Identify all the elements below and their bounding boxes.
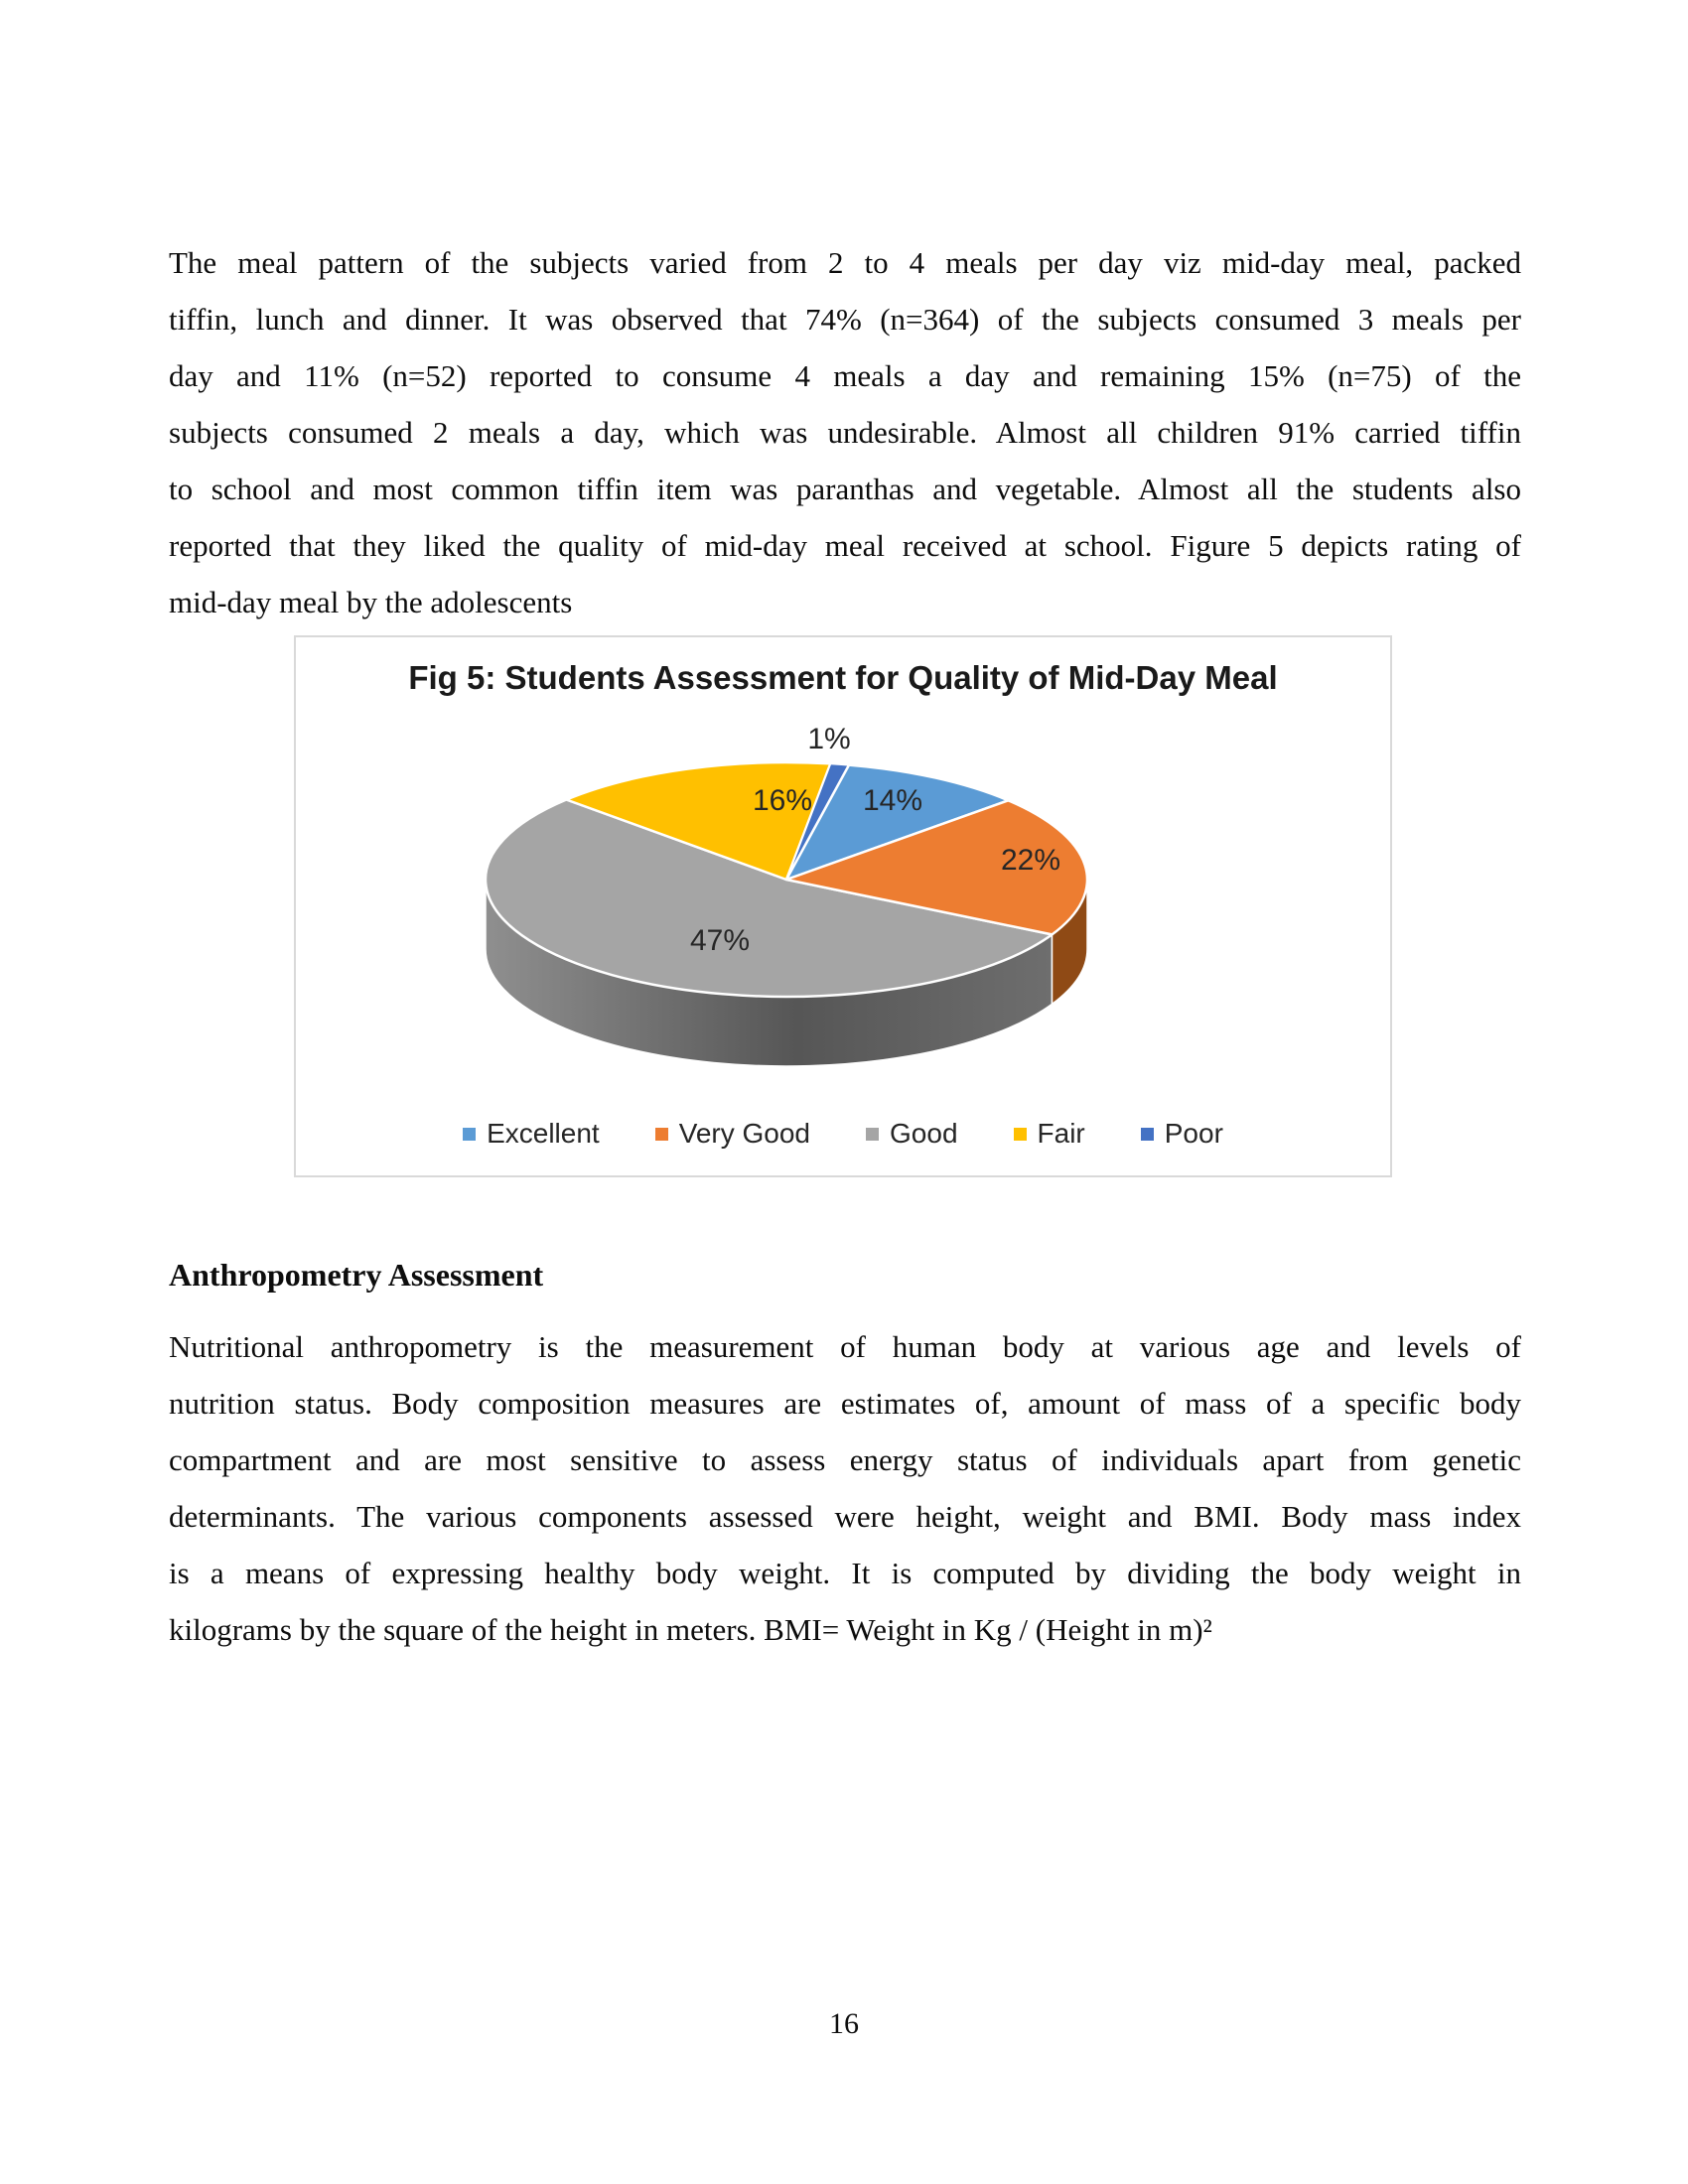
paragraph-meal-pattern <box>169 234 1521 630</box>
legend-item-poor <box>1141 1118 1223 1150</box>
pie-label-very-good: 22% <box>1000 844 1061 877</box>
legend-label-very-good: Very Good <box>678 1118 811 1149</box>
text-line: The meal pattern of the subjects varied from 2 to 4 meals per day viz mid-day meal, packed <box>169 245 1521 280</box>
legend-label-fair: Fair <box>1037 1118 1085 1149</box>
text-line: kilograms by the square of the height in meters. BMI= Weight in Kg / (Height in m)² <box>169 1612 1212 1647</box>
page-number: 16 <box>829 2007 859 2040</box>
legend-item-very-good <box>655 1118 810 1150</box>
text-line: mid-day meal by the adolescents <box>169 585 573 619</box>
legend-label-good: Good <box>890 1118 958 1149</box>
text-line: is a means of expressing healthy body weight. It is computed by dividing the body weight in <box>169 1556 1521 1590</box>
pie-chart <box>296 637 1390 1175</box>
legend-label-poor: Poor <box>1164 1118 1223 1149</box>
figure-title: Fig 5: Students Assessment for Quality of Mid-Day Meal <box>408 659 1278 696</box>
legend-swatch-very-good <box>655 1128 668 1141</box>
text-line: nutrition status. Body composition measures are estimates of, amount of mass of a specific body <box>169 1386 1521 1421</box>
legend-swatch-excellent <box>463 1128 476 1141</box>
pie-label-fair: 16% <box>752 784 813 817</box>
pie-label-good: 47% <box>689 924 751 957</box>
text-line: Nutritional anthropometry is the measurement of human body at various age and levels of <box>169 1329 1521 1364</box>
text-line: day and 11% (n=52) reported to consume 4 meals a day and remaining 15% (n=75) of the <box>169 358 1521 393</box>
figure-5-box <box>294 635 1392 1177</box>
legend-label-excellent: Excellent <box>487 1118 600 1149</box>
text-line: reported that they liked the quality of mid-day meal received at school. Figure 5 depicts rating of <box>169 528 1521 563</box>
legend-swatch-poor <box>1141 1128 1154 1141</box>
legend-item-fair <box>1014 1118 1085 1150</box>
pie-label-excellent: 14% <box>862 784 923 817</box>
legend-item-excellent <box>463 1118 600 1150</box>
text-line: to school and most common tiffin item was paranthas and vegetable. Almost all the students also <box>169 472 1521 506</box>
pie-label-poor: 1% <box>807 723 851 755</box>
section-heading-anthropometry: Anthropometry Assessment <box>169 1257 544 1293</box>
legend-swatch-good <box>866 1128 879 1141</box>
paragraph-anthropometry <box>169 1318 1521 1658</box>
legend-item-good <box>866 1118 958 1150</box>
chart-legend <box>296 1118 1390 1150</box>
legend-swatch-fair <box>1014 1128 1027 1141</box>
text-line: tiffin, lunch and dinner. It was observed that 74% (n=364) of the subjects consumed 3 meals per <box>169 302 1521 337</box>
text-line: compartment and are most sensitive to assess energy status of individuals apart from genetic <box>169 1442 1521 1477</box>
text-line: subjects consumed 2 meals a day, which was undesirable. Almost all children 91% carried tiffin <box>169 415 1521 450</box>
text-line: determinants. The various components assessed were height, weight and BMI. Body mass index <box>169 1499 1521 1534</box>
